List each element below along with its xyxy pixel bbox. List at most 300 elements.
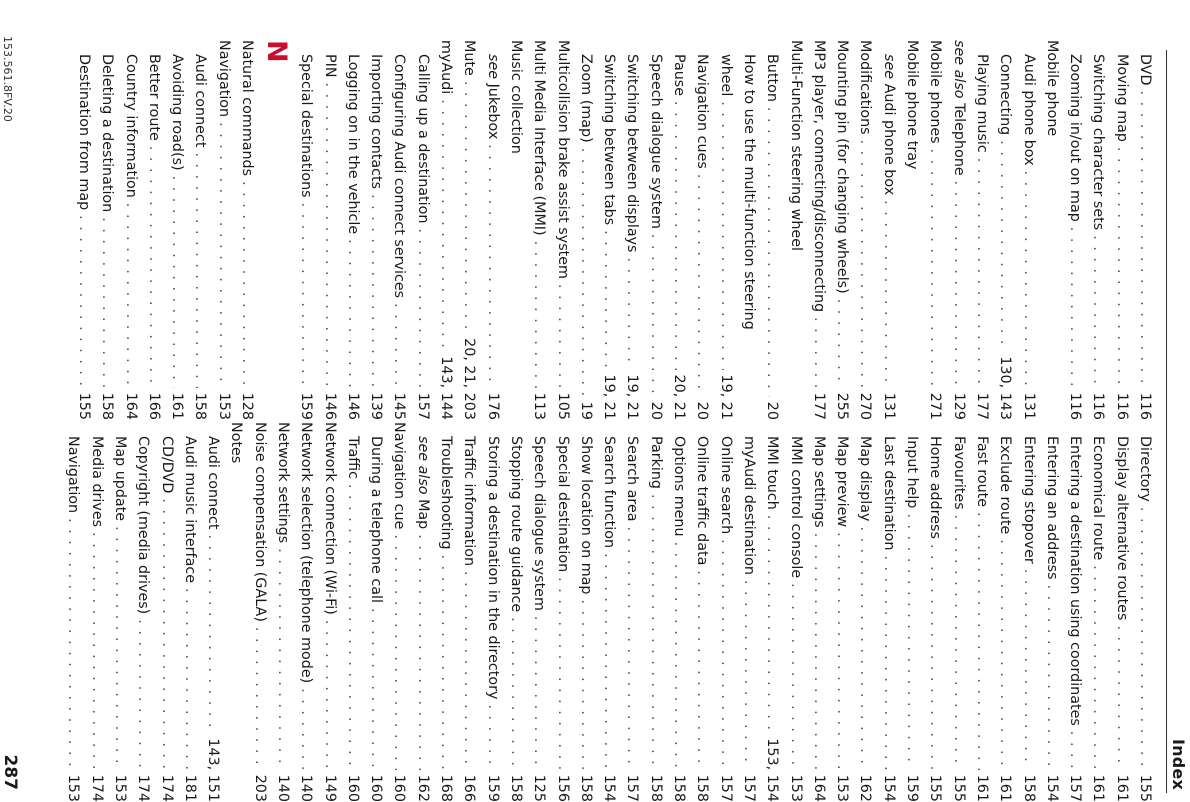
entry-label: Notes [228,422,245,464]
entry-page-reference: 177 [810,392,827,420]
entry-page-reference: 20 [764,401,781,420]
index-entry [504,422,527,802]
dot-leader [1016,171,1039,388]
entry-label: Noise compensation (GALA) [251,422,268,622]
index-entry [480,422,503,802]
entry-page-reference: 129 [950,392,967,420]
entry-label: Zoom (map) [577,54,594,143]
entry-page-reference: 203 [251,774,268,802]
entry-page-reference: 157 [717,774,734,802]
dot-leader [550,284,573,388]
entry-page-reference: 155 [1137,774,1153,802]
dot-leader [504,617,527,769]
entry-page-reference: 160 [368,774,385,802]
entry-label: Speech dialogue system [647,54,664,229]
page-number: 287 [0,754,20,790]
dot-leader [667,542,690,770]
entry-page-reference: 156 [554,774,571,802]
dot-leader [597,230,620,369]
entry-label: Deleting a destination [99,54,116,213]
entry-label: Special destination [554,436,571,573]
dot-leader [294,203,317,388]
entry-page-reference: 161 [997,774,1014,802]
index-entry [1040,422,1063,802]
dot-leader [807,533,830,770]
entry-page-reference: 155 [75,392,92,420]
index-entry [1086,40,1109,420]
index-entry [737,422,760,802]
index-entry [620,422,643,802]
dot-leader [620,527,643,770]
entry-page-reference: 154 [1043,774,1060,802]
index-entry [457,40,480,420]
index-entry [165,40,188,420]
index-entry [294,422,317,802]
entry-cross-reference: see also [414,436,431,495]
entry-page-reference: 146 [344,392,361,420]
dot-leader [923,544,946,770]
entry-label: Display alternative routes [1113,436,1130,621]
document-code: 153.561.8FV.20 [1,36,14,122]
section-letter: N [261,40,293,63]
dot-leader [737,580,760,770]
dot-leader [387,534,410,769]
entry-page-reference: 113 [531,392,548,420]
entry-label: Country information [122,54,139,198]
index-entry [550,422,573,802]
entry-label: Zooming in/out on map [1067,54,1084,222]
entry-label: Mounting pin (for changing wheels) [834,40,851,294]
index-entry [807,422,830,802]
entry-label: Mobile phones [927,40,944,144]
page-title: Index [1169,739,1188,790]
dot-leader [201,534,224,733]
entry-label: Parking [647,436,664,490]
dot-leader [364,608,387,770]
entry-page-reference: 131 [880,392,897,420]
index-entry [830,40,853,420]
dot-leader [317,620,340,770]
entry-page-reference: 153 [834,774,851,802]
index-entry [527,40,550,420]
entry-page-reference: 116 [1137,392,1153,420]
dot-leader [294,688,317,770]
entry-page-reference: 19, 21 [624,374,641,420]
index-entry [178,422,201,802]
entry-label: Map settings [810,436,827,528]
dot-leader [271,548,294,769]
entry-page-reference: 176 [484,392,501,420]
entry-page-reference: 158 [694,774,711,802]
entry-page-reference: 20 [647,401,664,420]
dot-leader [457,81,480,333]
dot-leader [876,555,899,769]
dot-leader [154,498,177,769]
entry-label: Music collection [507,40,524,154]
entry-page-reference: 255 [834,392,851,420]
dot-leader [713,539,736,770]
entry-page-reference: 105 [554,392,571,420]
entry-label: Connecting [997,54,1014,136]
index-entry [1109,40,1132,420]
index-entry [713,422,736,802]
entry-page-reference: 158 [577,774,594,802]
dot-leader [61,518,84,770]
entry-label: Audi connect [192,54,209,148]
entry-page-reference: 153 [111,774,128,802]
dot-leader [72,215,95,388]
dot-leader [178,588,201,770]
entry-label: Troubleshooting [438,436,455,550]
index-column-right [61,422,1156,802]
index-entry [783,422,806,802]
entry-label: Audi phone box [1020,54,1037,166]
dot-leader [690,570,713,769]
entry-label: Switching character sets [1090,54,1107,231]
index-entry [737,40,760,420]
entry-label: Input help [904,436,921,509]
entry-label: Mute [461,40,478,76]
index-entry [1133,40,1156,420]
dot-leader [387,303,410,388]
dot-leader [434,99,457,351]
dot-leader [946,515,969,770]
dot-leader [970,512,993,770]
entry-page-reference: 177 [973,392,990,420]
entry-label: Mobile phone [1043,40,1060,137]
dot-leader [550,577,573,770]
entry-label: MP3 player, connecting/disconnecting [810,40,827,313]
index-entry [387,422,410,802]
entry-label: Avoiding road(s) [169,54,186,171]
dot-leader [480,144,503,387]
index-entry [84,422,107,802]
entry-page-reference: 116 [1090,392,1107,420]
index-entry [1040,40,1063,420]
entry-label: Map [414,499,431,530]
index-entry [211,40,234,420]
index-entry [807,40,830,420]
entry-label: Special destinations [298,54,315,198]
index-entry [480,40,503,420]
dot-leader [434,555,457,770]
dot-leader [760,107,783,397]
index-entry [504,40,527,420]
index-entry [923,422,946,802]
dot-leader [900,513,923,769]
entry-page-reference: 158 [671,774,688,802]
entry-label: Directory [1137,436,1153,502]
entry-page-reference: 149 [321,774,338,802]
entry-label: Entering stopover [1020,436,1037,564]
entry-label: Telephone [950,103,967,176]
entry-page-reference: 20, 21, 203 [461,338,478,420]
entry-label: Calling up a destination [414,54,431,224]
dot-leader [574,600,597,770]
entry-label: Navigation cue [391,422,408,530]
entry-label: Economical route [1090,436,1107,561]
entry-page-reference: 153 [215,392,232,420]
entry-label: wheel [717,54,734,97]
dot-leader [165,176,188,388]
entry-page-reference: 159 [298,392,315,420]
index-entry [411,422,434,802]
dot-leader [1063,227,1086,388]
index-entry [364,40,387,420]
entry-label: Playing music [973,54,990,153]
entry-page-reference: 128 [239,392,256,420]
entry-cross-reference: see also [950,40,967,99]
dot-leader [807,317,830,388]
index-entry [154,422,177,802]
index-entry [900,40,923,420]
entry-page-reference: 174 [135,774,152,802]
entry-page-reference: 162 [414,774,431,802]
dot-leader [1063,731,1086,770]
entry-page-reference: 157 [740,774,757,802]
entry-page-reference: 160 [344,774,361,802]
entry-page-reference: 159 [484,774,501,802]
entry-page-reference: 157 [624,774,641,802]
entry-page-reference: 166 [145,392,162,420]
entry-page-reference: 143, 144 [438,356,455,420]
entry-label: Importing contacts [368,54,385,190]
entry-label: Fast route [973,436,990,508]
index-entry [341,40,364,420]
index-entry [853,422,876,802]
entry-page-reference: 155 [927,774,944,802]
index-entry [713,40,736,420]
dot-leader [84,532,107,770]
dot-leader [993,539,1016,769]
entry-page-reference: 116 [1113,392,1130,420]
dot-leader [95,217,118,387]
entry-page-reference: 168 [438,774,455,802]
entry-label: DVD [1137,54,1153,86]
entry-cross-reference: see [484,54,501,80]
entry-label: Options menu [671,436,688,537]
entry-page-reference: 143, 151 [205,738,222,802]
dot-leader [667,101,690,369]
index-entry [271,422,294,802]
dot-leader [970,158,993,388]
entry-label: Mobile phone tray [904,40,921,170]
entry-page-reference: 130, 143 [997,356,1014,420]
dot-leader [923,149,946,388]
dot-leader [1086,235,1109,387]
entry-label: PIN [321,54,338,78]
index-entry [294,40,317,420]
dot-leader [993,140,1016,351]
dot-leader [527,616,550,770]
entry-label: Storing a destination in the directory [484,436,501,700]
index-entry [1133,422,1156,802]
entry-page-reference: 153 [65,774,82,802]
entry-label: Logging on in the vehicle [344,54,361,235]
entry-label: Search function [601,436,618,549]
entry-page-reference: 116 [1067,392,1084,420]
entry-page-reference: 20 [694,401,711,420]
entry-page-reference: 158 [99,392,116,420]
index-entry [131,422,154,802]
entry-page-reference: 181 [181,774,198,802]
dot-leader [1133,91,1156,388]
entry-page-reference: 146 [321,392,338,420]
entry-page-reference: 158 [192,392,209,420]
entry-label: MMI control console [787,436,804,579]
dot-leader [1109,625,1132,769]
entry-page-reference: 158 [507,774,524,802]
dot-leader [620,258,643,370]
entry-page-reference: 140 [275,774,292,802]
index-entry [434,40,457,420]
entry-page-reference: 19 [577,401,594,420]
dot-leader [480,704,503,769]
index-entry [970,40,993,420]
entry-page-reference: 140 [298,774,315,802]
entry-label: Switching between displays [624,54,641,253]
entry-page-reference: 158 [1020,774,1037,802]
dot-leader [247,627,270,770]
entry-page-reference: 160 [391,774,408,802]
entry-label: Modifications [857,40,874,135]
entry-page-reference: 19, 21 [601,374,618,420]
index-entry [527,422,550,802]
entry-page-reference: 145 [391,392,408,420]
dot-leader [411,228,434,387]
entry-label: myAudi destination [740,436,757,575]
index-entry [1063,40,1086,420]
index-entry [760,40,783,420]
entry-page-reference: 161 [1090,774,1107,802]
dot-leader [830,299,853,388]
dot-leader [1109,147,1132,388]
entry-label: Switching between tabs [601,54,618,226]
entry-page-reference: 161 [1113,774,1130,802]
index-entry [900,422,923,802]
entry-label: MMI touch [764,436,781,510]
entry-label: Moving map [1113,54,1130,142]
dot-leader [341,484,364,770]
entry-page-reference: 162 [857,774,874,802]
entry-label: Copyright (media drives) [135,436,152,615]
entry-label: Audi music interface [181,436,198,584]
dot-leader [411,534,434,769]
index-entry [597,422,620,802]
entry-page-reference: 158 [647,774,664,802]
entry-label: Entering an address [1043,436,1060,580]
entry-page-reference: 159 [904,774,921,802]
index-entry [1086,422,1109,802]
index-entry [188,40,211,420]
index-entry [876,40,899,420]
index-entry [1016,422,1039,802]
index-entry [830,422,853,802]
entry-page-reference: 131 [1020,392,1037,420]
header-divider [1166,50,1167,793]
index-entry [434,422,457,802]
entry-label: Button [764,54,781,102]
entry-page-reference: 271 [927,392,944,420]
index-entry [118,40,141,420]
entry-label: Jukebox [484,83,501,140]
index-entry [550,40,573,420]
dot-leader [713,101,736,369]
index-entry [1016,40,1039,420]
entry-page-reference: 164 [810,774,827,802]
entry-label: CD/DVD [158,436,175,494]
entry-label: Search area [624,436,641,522]
entry-label: Network selection (telephone mode) [298,422,315,684]
index-entry [783,40,806,420]
entry-page-reference: 154 [601,774,618,802]
entry-label: Map display [857,436,874,522]
entry-label: Pause [671,54,688,97]
entry-label: Home address [927,436,944,539]
dot-leader [527,241,550,388]
dot-leader [853,140,876,388]
entry-page-reference: 157 [1067,774,1084,802]
entry-label: Exclude route [997,436,1014,535]
index-entry [235,40,258,420]
index-entry [1063,422,1086,802]
dot-leader [946,181,969,388]
entry-label: Navigation [65,436,82,514]
index-entry [457,422,480,802]
index-entry [247,422,270,802]
dot-leader [341,239,364,388]
entry-label: Last destination [880,436,897,551]
index-entry [142,40,165,420]
index-entry [317,422,340,802]
dot-leader [574,148,597,397]
entry-label: Configuring Audi connect services [391,54,408,299]
dot-leader [643,494,666,770]
dot-leader [142,146,165,388]
index-entry [643,422,666,802]
entry-label: Multicollision brake assist system [554,40,571,279]
index-entry [597,40,620,420]
entry-page-reference: 157 [414,392,431,420]
entry-cross-reference: see [880,54,897,80]
index-entry [946,40,969,420]
dot-leader [783,583,806,770]
index-entry [620,40,643,420]
entry-page-reference: 164 [122,392,139,420]
entry-label: Better route [145,54,162,141]
entry-page-reference: 19, 21 [717,374,734,420]
index-entry [95,40,118,420]
dot-leader [457,571,480,770]
entry-label: Navigation cues [694,54,711,169]
entry-label: Navigation [215,40,232,118]
index-entry [690,40,713,420]
dot-leader [1086,565,1109,769]
dot-leader [1133,507,1156,770]
entry-page-reference: 174 [88,774,105,802]
entry-page-reference: 153, 154 [764,738,781,802]
dot-leader [643,234,666,397]
entry-label: Destination from map [75,54,92,211]
dot-leader [853,526,876,769]
entry-page-reference: 161 [973,774,990,802]
entry-label: Network settings [275,422,292,544]
entry-page-reference: 154 [880,774,897,802]
dot-leader [364,194,387,388]
index-entry [364,422,387,802]
index-entry [201,422,224,802]
index-entry [643,40,666,420]
